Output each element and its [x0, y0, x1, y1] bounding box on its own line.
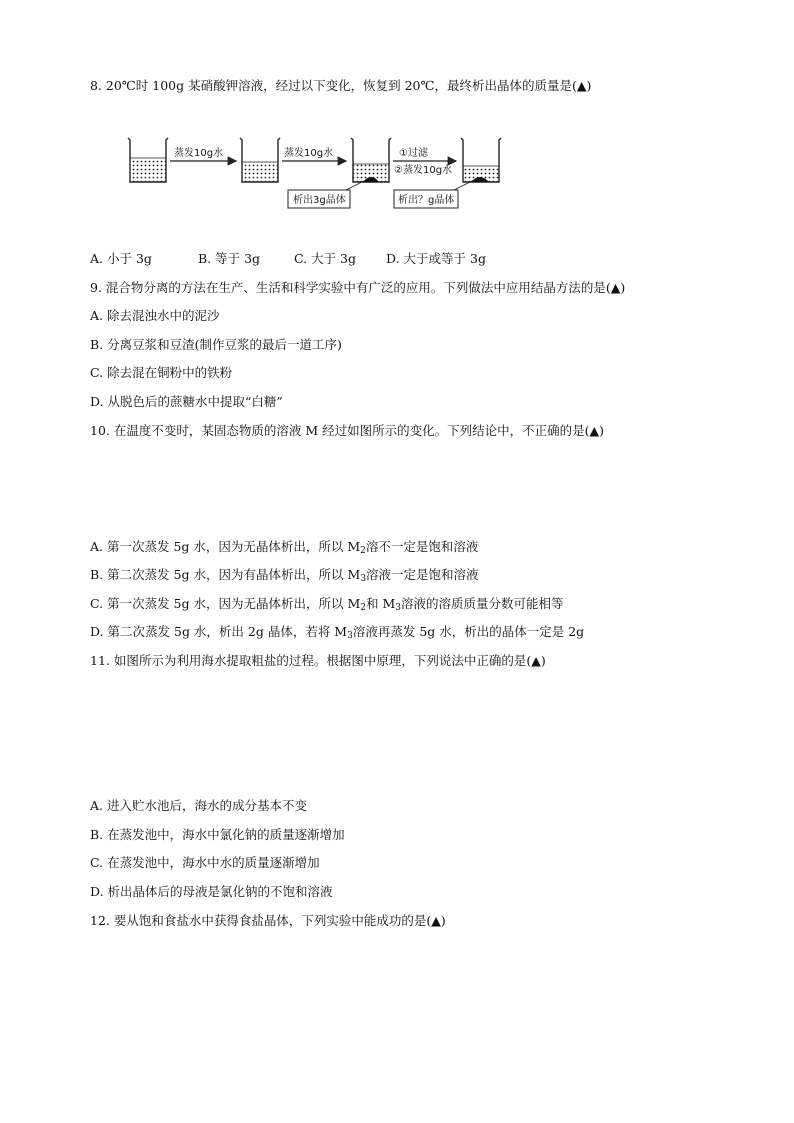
q11-stem: 11. 如图所示为利用海水提取粗盐的过程。根据图中原理，下列说法中正确的是(▲): [90, 653, 546, 668]
box-2-label: 析出？g晶体: [398, 195, 455, 206]
q11-option-a: A. 进入贮水池后，海水的成分基本不变: [90, 798, 307, 813]
q8-stem: 8. 20℃时 100g 某硝酸钾溶液，经过以下变化，恢复到 20℃，最终析出晶体的质量是(▲): [90, 78, 592, 93]
q9-option-d: D. 从脱色后的蔗糖水中提取“白糖”: [90, 394, 283, 409]
q8-option-a: A. 小于 3g: [90, 251, 152, 266]
q9-option-c: C. 除去混在铜粉中的铁粉: [90, 365, 233, 380]
q8-evaporation-diagram: [120, 128, 510, 218]
q10-stem: 10. 在温度不变时，某固态物质的溶液 M 经过如图所示的变化。下列结论中，不正确的是(▲): [90, 423, 604, 438]
q8-option-d: D. 大于或等于 3g: [386, 251, 486, 266]
q9-stem: 9. 混合物分离的方法在生产、生活和科学实验中有广泛的应用。下列做法中应用结晶方法的是(▲): [90, 280, 626, 295]
q8-options: [90, 250, 486, 268]
beaker-1: [128, 138, 168, 182]
q9-option-b: B. 分离豆浆和豆渣(制作豆浆的最后一道工序): [90, 337, 342, 352]
arrow-3-label-top: ①过滤: [399, 148, 428, 159]
arrow-3: [393, 146, 456, 176]
box-1-label: 析出3g晶体: [293, 195, 346, 206]
q10-option-d: D. 第二次蒸发 5g 水，析出 2g 晶体，若将 $M_3$溶液再蒸发 5g 水，析出的晶体一定是 2g: [90, 624, 585, 641]
beaker-3: [351, 138, 391, 182]
arrow-2: [282, 146, 346, 161]
q11-option-c: C. 在蒸发池中，海水中水的质量逐渐增加: [90, 855, 320, 870]
q8-option-b: B. 等于 3g: [198, 251, 261, 266]
beaker-2: [240, 138, 280, 182]
arrow-1-label: 蒸发10g水: [174, 148, 224, 159]
beaker-4: [461, 138, 501, 182]
arrow-3-label-bottom: ②蒸发10g水: [394, 165, 453, 176]
arrow-1: [170, 146, 236, 161]
q12-stem: 12. 要从饱和食盐水中获得食盐晶体，下列实验中能成功的是(▲): [90, 913, 446, 928]
q10-option-c: C. 第一次蒸发 5g 水，因为无晶体析出，所以 $M_2$和 $M_3$溶液的溶质质量分数可能相等: [90, 596, 564, 613]
arrow-2-label: 蒸发10g水: [284, 148, 334, 159]
q11-option-d: D. 析出晶体后的母液是氯化钠的不饱和溶液: [90, 884, 333, 899]
q8-option-c: C. 大于 3g: [294, 251, 356, 266]
q10-option-b: B. 第二次蒸发 5g 水，因为有晶体析出，所以 $M_3$溶液一定是饱和溶液: [90, 567, 479, 584]
q10-option-a: A. 第一次蒸发 5g 水，因为无晶体析出，所以 $M_2$溶不一定是饱和溶液: [90, 539, 479, 556]
q11-option-b: B. 在蒸发池中，海水中氯化钠的质量逐渐增加: [90, 827, 345, 842]
q9-option-a: A. 除去混浊水中的泥沙: [90, 308, 220, 323]
